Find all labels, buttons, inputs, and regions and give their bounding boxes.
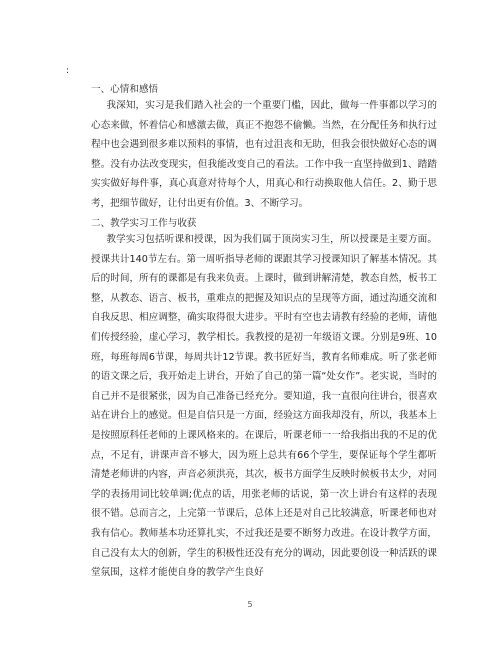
colon-marker: : [66, 66, 70, 76]
section-heading-1: 一、心情和感悟 [91, 84, 159, 95]
section-heading-2: 二、教学实习工作与收获 [91, 218, 197, 229]
section-paragraph-1: 我深知，实习是我们踏入社会的一个重要门槛，因此，做每一件事都以学习的心态来做，怀着信心和感激去做，真正不抱怨不偷懒。当然，在分配任务和执行过程中也会遇到很多难以预料的事情，也有过沮丧和无助，但我会很快做好心态的调整。没有办法改变现实，但我能改变自己的看法。工作中我一直坚持做到1、踏踏实实做好每件事，真心真意对待每个人，用真心和行动换取他人信任。2、勤于思考，把细节做好，让付出更有价值。3、不断学习。 [91, 100, 437, 209]
page-number: 5 [247, 600, 253, 609]
section-paragraph-2: 教学实习包括听课和授课，因为我们属于顶岗实习生，所以授课是主要方面。授课共计140节左右。第一周听指导老师的课跟其学习授课知识了解基本情况。其后的时间，所有的课都是有我来负责。上课时，做到讲解清楚，教态自然，板书工整，从教态、语言、板书，重难点的把握及知识点的呈现等方面，通过沟通交流和自我反思、相应调整，确实取得很大进步。平时有空也去请教有经验的老师，请他们传授经验，虚心学习，教学相长。我教授的是初一年级语文课。分别是9班、10班，每班每周6节课，每周共计12节课。教书匠好当，教育名师难成。听了张老师的语文课之后，我开始走上讲台，开始了自己的第一篇“处女作”。老实说，当时的自己并不是很紧张，因为自己准备已经充分。要知道，我一直很向往讲台，很喜欢站在讲台上的感觉。但是自信只是一方面，经验这方面我却没有，所以，我基本上是按照原科任老师的上课风格来的。在课后，听课老师一一给我指出我的不足的优点，不足有，讲课声音不够大，因为班上总共有66个学生，要保证每个学生都听清楚老师讲的内容，声音必须洪亮，其次，板书方面学生反映时候板书太少，对同学的表扬用词比较单调;优点的话，用张老师的话说，第一次上讲台有这样的表现很不错。总而言之，上完第一节课后，总体上还是对自己比较满意，听课老师也对我有信心。教师基本功还算扎实，不过我还是要不断努力改进。在设计教学方面，自己没有太大的创新，学生的积极性还没有充分的调动，因此要创设一种活跃的课堂氛围，这样才能使自身的教学产生良好 [91, 234, 437, 579]
